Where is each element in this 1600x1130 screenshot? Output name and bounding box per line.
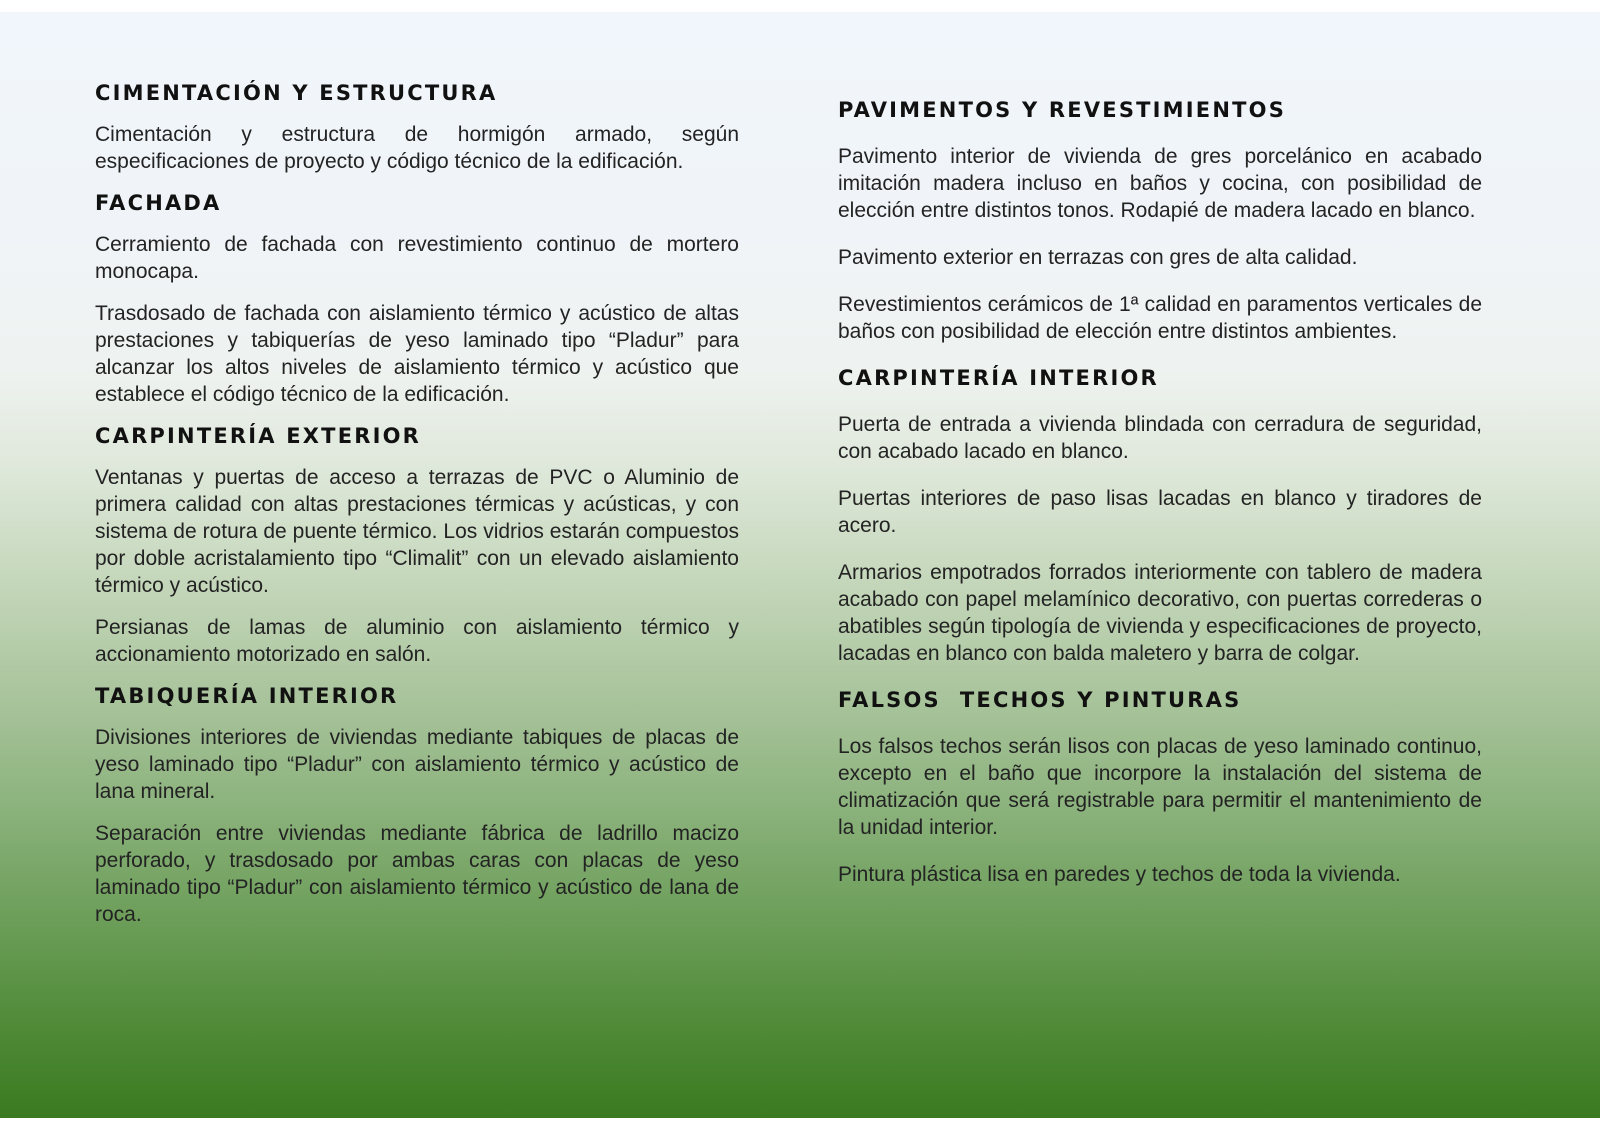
section-heading: PAVIMENTOS Y REVESTIMIENTOS xyxy=(838,98,1287,122)
section-tabiqueria-interior xyxy=(95,683,739,928)
section-paragraph: Persianas de lamas de aluminio con aislamiento térmico y accionamiento motorizado en salón. xyxy=(95,616,739,666)
section-paragraph: Separación entre viviendas mediante fábrica de ladrillo macizo perforado, y trasdosado por ambas caras con placas de yeso laminado tipo “Pladur” con aislamiento térmico y acústico de lana de roca. xyxy=(95,822,739,926)
section-fachada xyxy=(95,190,739,408)
section-paragraph: Cerramiento de fachada con revestimiento continuo de mortero monocapa. xyxy=(95,233,739,283)
section-heading: CARPINTERÍA EXTERIOR xyxy=(95,424,422,448)
section-paragraph: Los falsos techos serán lisos con placas de yeso laminado continuo, excepto en el baño que incorpore la instalación del sistema de climatización que será registrable para permitir el mantenimiento de la unidad interior. xyxy=(838,735,1482,839)
section-heading: FACHADA xyxy=(95,191,222,215)
brochure-sheet xyxy=(0,12,1600,1118)
section-cimentacion xyxy=(95,80,739,175)
section-heading: CARPINTERÍA INTERIOR xyxy=(838,366,1159,390)
section-pavimentos xyxy=(838,97,1482,345)
section-paragraph: Armarios empotrados forrados interiormente con tablero de madera acabado con papel melamínico decorativo, con puertas correderas o abatibles según tipología de vivienda y especificaciones de proyecto, lacadas en blanco con balda maletero y barra de colgar. xyxy=(838,561,1482,665)
section-falsos-techos xyxy=(838,687,1482,888)
section-paragraph: Trasdosado de fachada con aislamiento térmico y acústico de altas prestaciones y tabiquerías de yeso laminado tipo “Pladur” para alcanzar los altos niveles de aislamiento térmico y acústico que establece el código técnico de la edificación. xyxy=(95,302,739,406)
section-heading: FALSOS TECHOS Y PINTURAS xyxy=(838,688,1242,712)
right-column xyxy=(838,97,1482,908)
section-paragraph: Divisiones interiores de viviendas mediante tabiques de placas de yeso laminado tipo “Pladur” con aislamiento térmico y acústico de lana mineral. xyxy=(95,726,739,803)
section-carpinteria-exterior xyxy=(95,423,739,668)
section-heading: TABIQUERÍA INTERIOR xyxy=(95,684,399,708)
section-paragraph: Puertas interiores de paso lisas lacadas en blanco y tiradores de acero. xyxy=(838,487,1482,537)
section-paragraph: Cimentación y estructura de hormigón armado, según especificaciones de proyecto y código técnico de la edificación. xyxy=(95,123,739,173)
section-paragraph: Pintura plástica lisa en paredes y techos de toda la vivienda. xyxy=(838,863,1401,886)
left-column xyxy=(95,80,739,943)
section-paragraph: Puerta de entrada a vivienda blindada con cerradura de seguridad, con acabado lacado en blanco. xyxy=(838,413,1482,463)
section-heading: CIMENTACIÓN Y ESTRUCTURA xyxy=(95,81,498,105)
section-carpinteria-interior xyxy=(838,365,1482,667)
section-paragraph: Pavimento interior de vivienda de gres porcelánico en acabado imitación madera incluso en baños y cocina, con posibilidad de elección entre distintos tonos. Rodapié de madera lacado en blanco. xyxy=(838,145,1482,222)
section-paragraph: Revestimientos cerámicos de 1ª calidad en paramentos verticales de baños con posibilidad de elección entre distintos ambientes. xyxy=(838,293,1482,343)
section-paragraph: Ventanas y puertas de acceso a terrazas de PVC o Aluminio de primera calidad con altas prestaciones térmicas y acústicas, y con sistema de rotura de puente térmico. Los vidrios estarán compuestos por doble acristalamiento tipo “Climalit” con un elevado aislamiento térmico y acústico. xyxy=(95,466,739,597)
section-paragraph: Pavimento exterior en terrazas con gres de alta calidad. xyxy=(838,246,1358,269)
